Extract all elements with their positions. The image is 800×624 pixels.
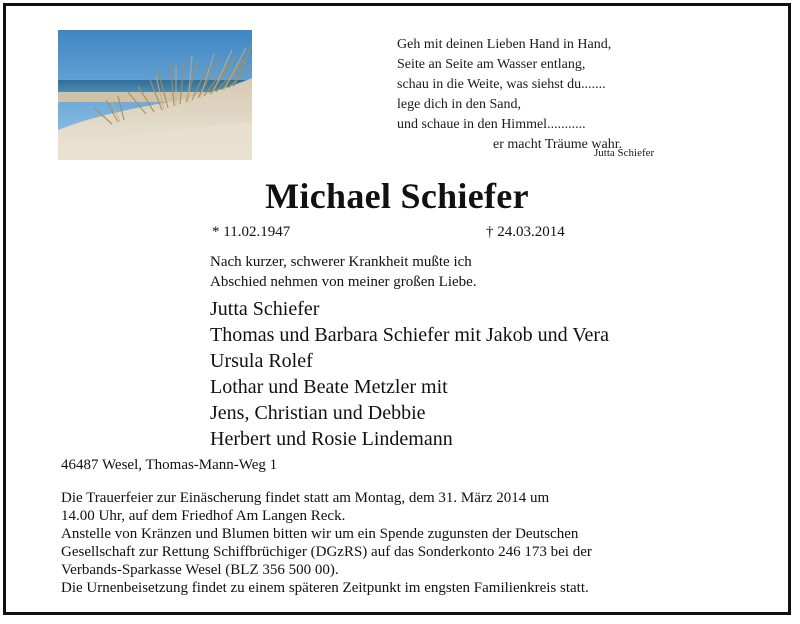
- poem-line: lege dich in den Sand,: [397, 97, 522, 112]
- notice-line: Anstelle von Kränzen und Blumen bitten wir um ein Spende zugunsten der Deutschen: [61, 526, 579, 542]
- mourner: Jutta Schiefer: [210, 298, 320, 320]
- notice-line: Verbands-Sparkasse Wesel (BLZ 356 500 00).: [61, 562, 339, 578]
- mourner: Jens, Christian und Debbie: [210, 402, 426, 424]
- poem-author: Jutta Schiefer: [594, 147, 655, 159]
- deceased-name: Michael Schiefer: [265, 176, 529, 216]
- mourner: Thomas und Barbara Schiefer mit Jakob und Vera: [210, 324, 609, 346]
- intro-text: [210, 252, 477, 292]
- birth-date: * 11.02.1947: [212, 224, 291, 240]
- funeral-notice: [61, 489, 592, 597]
- poem-line: Geh mit deinen Lieben Hand in Hand,: [397, 37, 612, 52]
- poem-line: schau in die Weite, was siehst du.......: [397, 77, 606, 92]
- poem-line: Seite an Seite am Wasser entlang,: [397, 57, 586, 72]
- notice-line: 14.00 Uhr, auf dem Friedhof Am Langen Reck.: [61, 508, 346, 524]
- mourner: Ursula Rolef: [210, 350, 313, 372]
- address: 46487 Wesel, Thomas-Mann-Weg 1: [61, 457, 278, 473]
- notice-line: Gesellschaft zur Rettung Schiffbrüchiger (DGzRS) auf das Sonderkonto 246 173 bei der: [61, 544, 592, 560]
- poem: [397, 35, 622, 155]
- mourners-list: [210, 296, 609, 452]
- mourner: Lothar und Beate Metzler mit: [210, 376, 448, 398]
- mourner: Herbert und Rosie Lindemann: [210, 428, 453, 450]
- notice-line: Die Trauerfeier zur Einäscherung findet statt am Montag, dem 31. März 2014 um: [61, 490, 550, 506]
- poem-line: er macht Träume wahr.: [493, 137, 623, 152]
- death-date: † 24.03.2014: [486, 224, 565, 240]
- notice-line: Die Urnenbeisetzung findet zu einem späteren Zeitpunkt im engsten Familienkreis statt.: [61, 580, 589, 596]
- poem-line: und schaue in den Himmel...........: [397, 117, 586, 132]
- dune-photo: [58, 30, 252, 160]
- intro-line: Abschied nehmen von meiner großen Liebe.: [210, 274, 477, 290]
- intro-line: Nach kurzer, schwerer Krankheit mußte ich: [210, 254, 472, 270]
